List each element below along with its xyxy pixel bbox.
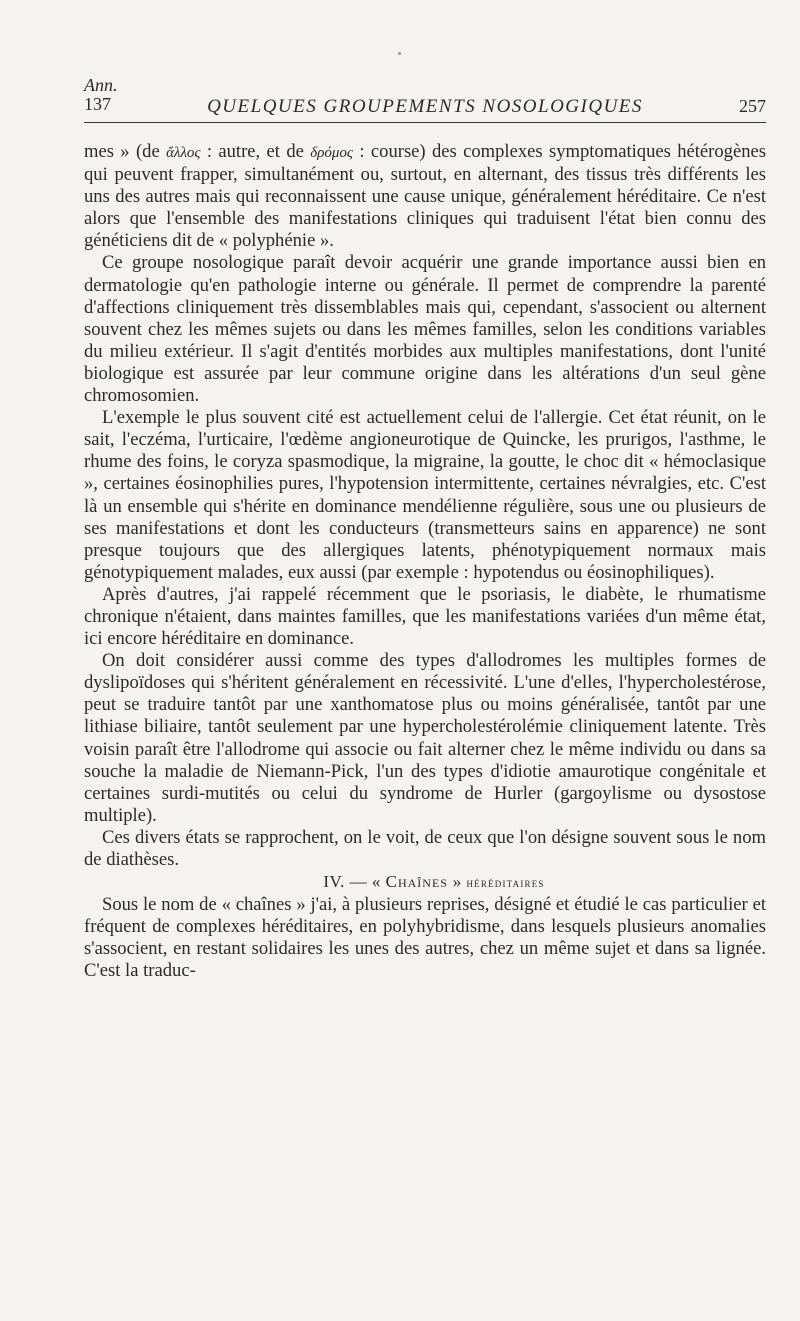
header-rule [84, 122, 766, 123]
paragraph-text: : course) des complexes symptomatiques hétérogènes qui peuvent frapper, simultanément ou, surtout, en alternant, des tissus très différents les uns des autres mais qui reconnaissent une cause unique, généralement héréditaire. Ce n'est alors que l'ensemble des manifestations cliniques qui traduisent l'état bien connu des généticiens dit de « polyphénie ». [84, 141, 767, 252]
section-title-sub: héréditaires [466, 875, 545, 891]
section-title-main: Chaînes [385, 872, 448, 892]
body-text [84, 141, 766, 983]
section-quote-close: » [447, 872, 467, 892]
greek-word: δρόμος [310, 145, 354, 161]
page-number: 257 [739, 96, 766, 116]
paragraph: Sous le nom de « chaînes » j'ai, à plusieurs reprises, désigné et étudié le cas particulier et fréquent de complexes héréditaires, en polyhybridisme, dans lesquels plusieurs anomalies s'associent, en restant solidaires les unes des autres, chez un même sujet et dans sa lignée. C'est la traduc- [84, 894, 766, 982]
paragraph: Ce groupe nosologique paraît devoir acquérir une grande importance aussi bien en dermatologie qu'en pathologie interne ou générale. Il permet de comprendre la parenté d'affections cliniquement très dissemblables mais qui, cependant, s'associent ou alternent souvent chez les mêmes sujets ou dans les mêmes familles, selon les conditions variables du milieu extérieur. Il s'agit d'entités morbides aux multiples manifestations, dont l'unité biologique est assurée par leur commune origine dans les altérations d'un seul gène chromosomien. [84, 252, 766, 407]
volume-ref: 137 [84, 94, 111, 114]
journal-abbrev: Ann. [84, 75, 118, 95]
paragraph [84, 141, 766, 252]
paragraph: Ces divers états se rapprochent, on le voit, de ceux que l'on désigne souvent sous le nom de diathèses. [84, 826, 766, 870]
section-heading [84, 871, 766, 894]
print-mark [398, 52, 401, 55]
greek-word: ἄλλος [166, 145, 201, 161]
paragraph-text: : autre, et de [200, 141, 311, 162]
paragraph: On doit considérer aussi comme des types d'allodromes les multiples formes de dyslipoïdoses qui s'héritent généralement en récessivité. L'une d'elles, l'hypercholestérose, peut se traduire tantôt par une xanthomatose plus ou moins généralisée, tantôt par une lithiase biliaire, tantôt seulement par une hypercholestérolémie cliniquement latente. Très voisin paraît être l'allodrome qui associe ou fait alterner chez le même individu ou dans sa souche la maladie de Niemann-Pick, l'un des types d'idiotie amaurotique congénitale et certaines surdi-mutités ou celui du syndrome de Hurler (gargoylisme ou dysostose multiple). [84, 650, 766, 826]
section-prefix: IV. — « [323, 872, 386, 892]
running-header [84, 76, 766, 128]
paragraph: Après d'autres, j'ai rappelé récemment que le psoriasis, le diabète, le rhumatisme chronique n'étaient, dans maintes familles, que les manifestations variées d'un même état, ici encore héréditaire en dominance. [84, 583, 766, 650]
paragraph-text: mes » (de [84, 141, 167, 162]
paragraph: L'exemple le plus souvent cité est actuellement celui de l'allergie. Cet état réunit, on le sait, l'eczéma, l'urticaire, l'œdème angioneurotique de Quincke, les prurigos, l'asthme, le rhume des foins, le coryza spasmodique, la migraine, la goutte, le choc dit « hémoclasique », certaines éosinophilies pures, l'hypotension intermittente, certaines névralgies, etc. C'est là un ensemble qui s'hérite en dominance mendélienne régulière, sous une ou plusieurs de ses manifestations et dont les conducteurs (transmetteurs sains en apparence) ne sont presque toujours que des allergiques latents, phénotypiquement normaux mais génotypiquement malades, eux aussi (par exemple : hypotendus ou éosinophiliques). [84, 407, 766, 583]
running-title: QUELQUES GROUPEMENTS NOSOLOGIQUES [207, 96, 643, 117]
